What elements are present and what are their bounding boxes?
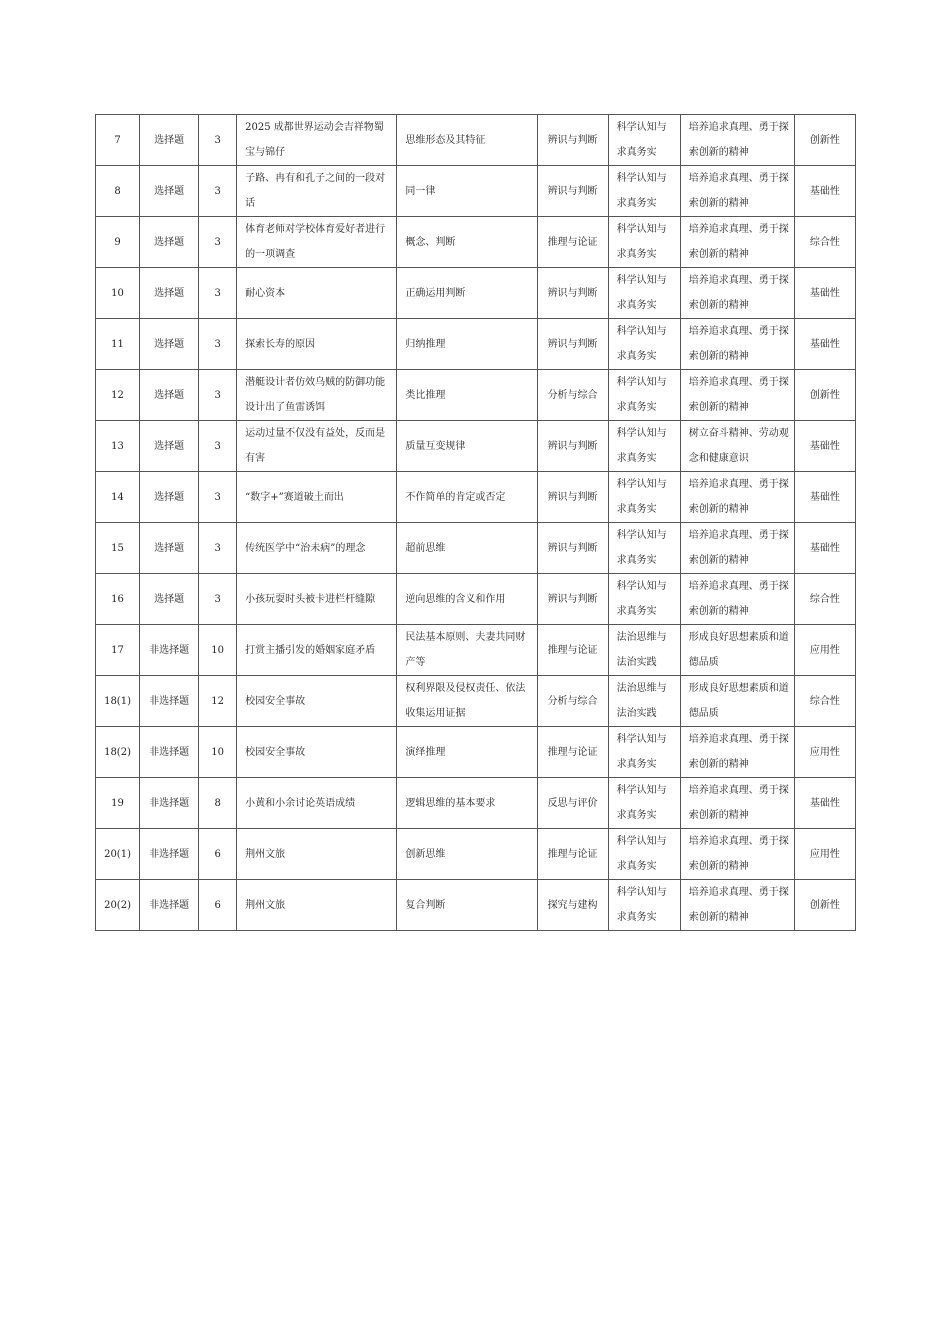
cell-value: 培养追求真理、勇于探索创新的精神 xyxy=(680,472,794,523)
cell-no: 8 xyxy=(96,166,140,217)
cell-type: 选择题 xyxy=(140,217,199,268)
cell-attribute: 应用性 xyxy=(794,727,855,778)
cell-type: 选择题 xyxy=(140,166,199,217)
cell-literacy: 科学认知与求真务实 xyxy=(608,217,680,268)
cell-attribute: 基础性 xyxy=(794,166,855,217)
cell-knowledge: 复合判断 xyxy=(397,880,537,931)
cell-ability: 分析与综合 xyxy=(537,370,608,421)
table-row xyxy=(96,727,856,778)
cell-no: 18(1) xyxy=(96,676,140,727)
cell-ability: 辨识与判断 xyxy=(537,268,608,319)
cell-material: 荆州文旅 xyxy=(237,829,397,880)
cell-material: 打赏主播引发的婚姻家庭矛盾 xyxy=(237,625,397,676)
cell-type: 非选择题 xyxy=(140,625,199,676)
cell-knowledge: 逻辑思维的基本要求 xyxy=(397,778,537,829)
cell-type: 非选择题 xyxy=(140,880,199,931)
table-row xyxy=(96,523,856,574)
cell-literacy: 科学认知与求真务实 xyxy=(608,268,680,319)
cell-literacy: 科学认知与求真务实 xyxy=(608,574,680,625)
cell-value: 培养追求真理、勇于探索创新的精神 xyxy=(680,574,794,625)
table-row xyxy=(96,370,856,421)
cell-ability: 辨识与判断 xyxy=(537,421,608,472)
cell-value: 培养追求真理、勇于探索创新的精神 xyxy=(680,268,794,319)
cell-no: 20(1) xyxy=(96,829,140,880)
cell-type: 选择题 xyxy=(140,523,199,574)
cell-attribute: 综合性 xyxy=(794,217,855,268)
cell-ability: 分析与综合 xyxy=(537,676,608,727)
cell-literacy: 科学认知与求真务实 xyxy=(608,115,680,166)
cell-score: 3 xyxy=(199,370,237,421)
cell-score: 3 xyxy=(199,268,237,319)
table-row xyxy=(96,829,856,880)
cell-literacy: 科学认知与求真务实 xyxy=(608,727,680,778)
cell-ability: 反思与评价 xyxy=(537,778,608,829)
cell-material: 子路、冉有和孔子之间的一段对话 xyxy=(237,166,397,217)
cell-material: 校园安全事故 xyxy=(237,676,397,727)
cell-literacy: 科学认知与求真务实 xyxy=(608,880,680,931)
cell-no: 11 xyxy=(96,319,140,370)
cell-no: 20(2) xyxy=(96,880,140,931)
cell-score: 3 xyxy=(199,523,237,574)
cell-ability: 推理与论证 xyxy=(537,625,608,676)
cell-material: 传统医学中“治未病”的理念 xyxy=(237,523,397,574)
cell-literacy: 科学认知与求真务实 xyxy=(608,523,680,574)
cell-knowledge: 正确运用判断 xyxy=(397,268,537,319)
cell-value: 形成良好思想素质和道德品质 xyxy=(680,625,794,676)
table-row xyxy=(96,319,856,370)
cell-material: “数字+”赛道破土而出 xyxy=(237,472,397,523)
cell-literacy: 科学认知与求真务实 xyxy=(608,778,680,829)
cell-material: 小黄和小余讨论英语成绩 xyxy=(237,778,397,829)
cell-score: 3 xyxy=(199,472,237,523)
cell-attribute: 创新性 xyxy=(794,370,855,421)
cell-attribute: 基础性 xyxy=(794,523,855,574)
cell-value: 培养追求真理、勇于探索创新的精神 xyxy=(680,727,794,778)
cell-literacy: 法治思维与法治实践 xyxy=(608,676,680,727)
cell-score: 6 xyxy=(199,829,237,880)
cell-attribute: 基础性 xyxy=(794,778,855,829)
cell-type: 选择题 xyxy=(140,421,199,472)
cell-ability: 辨识与判断 xyxy=(537,115,608,166)
cell-score: 12 xyxy=(199,676,237,727)
cell-value: 培养追求真理、勇于探索创新的精神 xyxy=(680,880,794,931)
cell-material: 体育老师对学校体育爱好者进行的一项调查 xyxy=(237,217,397,268)
cell-value: 培养追求真理、勇于探索创新的精神 xyxy=(680,319,794,370)
cell-material: 2025 成都世界运动会吉祥物蜀宝与锦仔 xyxy=(237,115,397,166)
cell-knowledge: 不作简单的肯定或否定 xyxy=(397,472,537,523)
table-row xyxy=(96,676,856,727)
cell-score: 3 xyxy=(199,574,237,625)
cell-ability: 辨识与判断 xyxy=(537,574,608,625)
cell-ability: 推理与论证 xyxy=(537,727,608,778)
table-row xyxy=(96,880,856,931)
cell-type: 选择题 xyxy=(140,319,199,370)
cell-material: 耐心资本 xyxy=(237,268,397,319)
cell-material: 潜艇设计者仿效乌贼的防御功能设计出了鱼雷诱饵 xyxy=(237,370,397,421)
cell-ability: 探究与建构 xyxy=(537,880,608,931)
question-analysis-table xyxy=(95,114,856,931)
cell-score: 3 xyxy=(199,166,237,217)
cell-knowledge: 思维形态及其特征 xyxy=(397,115,537,166)
cell-ability: 推理与论证 xyxy=(537,829,608,880)
cell-knowledge: 演绎推理 xyxy=(397,727,537,778)
cell-value: 树立奋斗精神、劳动观念和健康意识 xyxy=(680,421,794,472)
cell-value: 培养追求真理、勇于探索创新的精神 xyxy=(680,115,794,166)
table-row xyxy=(96,166,856,217)
cell-knowledge: 归纳推理 xyxy=(397,319,537,370)
cell-knowledge: 同一律 xyxy=(397,166,537,217)
cell-no: 16 xyxy=(96,574,140,625)
cell-type: 选择题 xyxy=(140,472,199,523)
table-row xyxy=(96,472,856,523)
cell-literacy: 科学认知与求真务实 xyxy=(608,421,680,472)
table-row xyxy=(96,115,856,166)
cell-value: 形成良好思想素质和道德品质 xyxy=(680,676,794,727)
cell-type: 选择题 xyxy=(140,370,199,421)
cell-score: 6 xyxy=(199,880,237,931)
cell-score: 3 xyxy=(199,319,237,370)
cell-type: 非选择题 xyxy=(140,778,199,829)
cell-value: 培养追求真理、勇于探索创新的精神 xyxy=(680,523,794,574)
cell-knowledge: 民法基本原则、夫妻共同财产等 xyxy=(397,625,537,676)
cell-knowledge: 概念、判断 xyxy=(397,217,537,268)
table-row xyxy=(96,421,856,472)
cell-attribute: 创新性 xyxy=(794,115,855,166)
table-row xyxy=(96,217,856,268)
cell-score: 3 xyxy=(199,217,237,268)
table-body xyxy=(96,115,856,931)
cell-material: 校园安全事故 xyxy=(237,727,397,778)
cell-attribute: 创新性 xyxy=(794,880,855,931)
cell-knowledge: 权利界限及侵权责任、依法收集运用证据 xyxy=(397,676,537,727)
cell-type: 选择题 xyxy=(140,115,199,166)
cell-attribute: 应用性 xyxy=(794,829,855,880)
cell-type: 非选择题 xyxy=(140,676,199,727)
cell-no: 7 xyxy=(96,115,140,166)
cell-no: 14 xyxy=(96,472,140,523)
cell-ability: 推理与论证 xyxy=(537,217,608,268)
table-row xyxy=(96,778,856,829)
cell-literacy: 科学认知与求真务实 xyxy=(608,370,680,421)
cell-ability: 辨识与判断 xyxy=(537,523,608,574)
cell-ability: 辨识与判断 xyxy=(537,166,608,217)
cell-attribute: 基础性 xyxy=(794,472,855,523)
cell-value: 培养追求真理、勇于探索创新的精神 xyxy=(680,829,794,880)
cell-score: 10 xyxy=(199,625,237,676)
document-page xyxy=(95,114,856,931)
cell-attribute: 综合性 xyxy=(794,676,855,727)
cell-type: 选择题 xyxy=(140,268,199,319)
cell-knowledge: 类比推理 xyxy=(397,370,537,421)
cell-literacy: 科学认知与求真务实 xyxy=(608,472,680,523)
cell-no: 15 xyxy=(96,523,140,574)
cell-no: 10 xyxy=(96,268,140,319)
cell-no: 12 xyxy=(96,370,140,421)
table-row xyxy=(96,268,856,319)
cell-attribute: 基础性 xyxy=(794,268,855,319)
cell-no: 19 xyxy=(96,778,140,829)
cell-score: 3 xyxy=(199,421,237,472)
cell-attribute: 基础性 xyxy=(794,421,855,472)
cell-no: 13 xyxy=(96,421,140,472)
cell-attribute: 综合性 xyxy=(794,574,855,625)
table-row xyxy=(96,625,856,676)
cell-material: 探索长寿的原因 xyxy=(237,319,397,370)
cell-type: 非选择题 xyxy=(140,727,199,778)
cell-no: 17 xyxy=(96,625,140,676)
table-row xyxy=(96,574,856,625)
cell-material: 荆州文旅 xyxy=(237,880,397,931)
cell-material: 运动过量不仅没有益处，反而是有害 xyxy=(237,421,397,472)
cell-knowledge: 质量互变规律 xyxy=(397,421,537,472)
cell-literacy: 科学认知与求真务实 xyxy=(608,319,680,370)
cell-score: 10 xyxy=(199,727,237,778)
cell-literacy: 科学认知与求真务实 xyxy=(608,829,680,880)
cell-value: 培养追求真理、勇于探索创新的精神 xyxy=(680,166,794,217)
cell-no: 9 xyxy=(96,217,140,268)
cell-ability: 辨识与判断 xyxy=(537,472,608,523)
cell-type: 非选择题 xyxy=(140,829,199,880)
cell-knowledge: 超前思维 xyxy=(397,523,537,574)
cell-no: 18(2) xyxy=(96,727,140,778)
cell-literacy: 科学认知与求真务实 xyxy=(608,166,680,217)
cell-literacy: 法治思维与法治实践 xyxy=(608,625,680,676)
cell-ability: 辨识与判断 xyxy=(537,319,608,370)
cell-score: 8 xyxy=(199,778,237,829)
cell-attribute: 应用性 xyxy=(794,625,855,676)
cell-knowledge: 逆向思维的含义和作用 xyxy=(397,574,537,625)
cell-attribute: 基础性 xyxy=(794,319,855,370)
cell-knowledge: 创新思维 xyxy=(397,829,537,880)
cell-material: 小孩玩耍时头被卡进栏杆缝隙 xyxy=(237,574,397,625)
cell-value: 培养追求真理、勇于探索创新的精神 xyxy=(680,217,794,268)
cell-type: 选择题 xyxy=(140,574,199,625)
cell-value: 培养追求真理、勇于探索创新的精神 xyxy=(680,370,794,421)
cell-score: 3 xyxy=(199,115,237,166)
cell-value: 培养追求真理、勇于探索创新的精神 xyxy=(680,778,794,829)
